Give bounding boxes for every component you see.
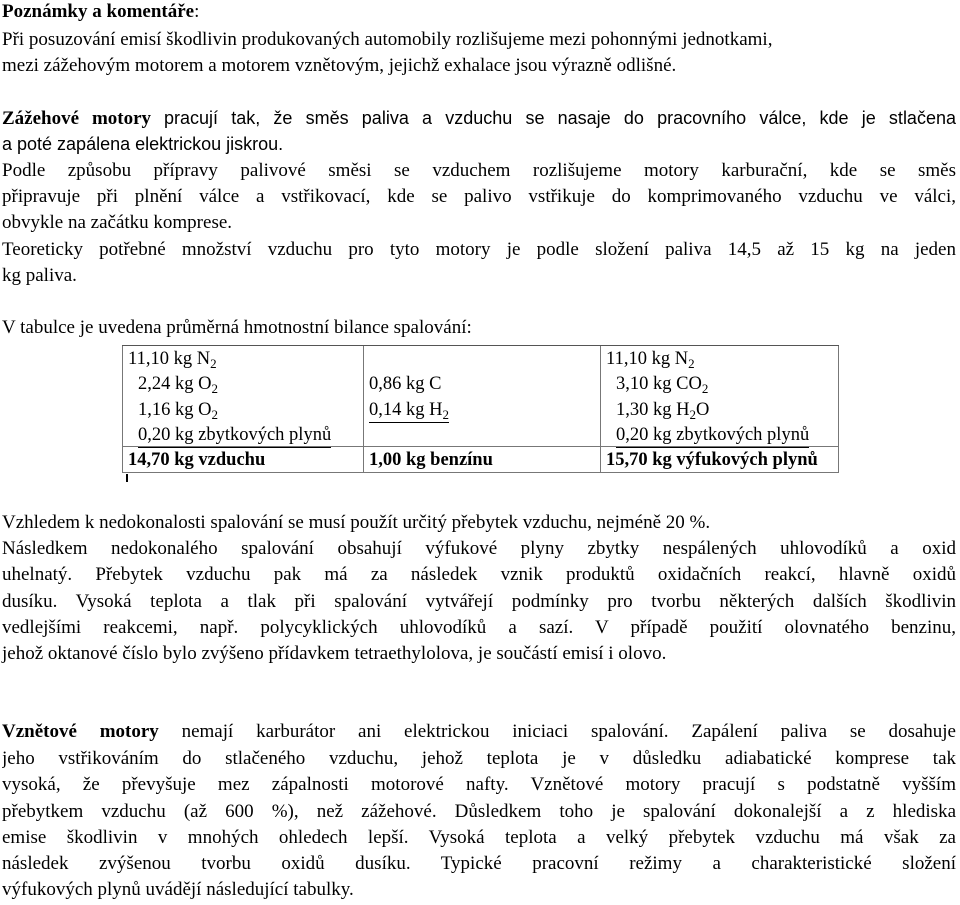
petrol-para-line-2: a poté zapálena elektrickou jiskrou.: [2, 134, 284, 154]
combustion-balance-table: [122, 345, 839, 473]
cell-fuel-c: 0,86 kg C: [369, 374, 442, 394]
diesel-line-4: přebytkem vzduchu (až 600 %), než zážehové. Důsledkem toho je spalování dokonalejší a z hlediska: [2, 801, 956, 822]
cell-air-o2-b-value: 1,16 kg O: [138, 400, 212, 420]
cell-air-n2-sub: 2: [210, 356, 217, 371]
cell-exhaust-n2: [606, 347, 695, 371]
cell-exhaust-n2-value: 11,10 kg N: [606, 349, 689, 369]
cell-air-total: 14,70 kg vzduchu: [128, 450, 266, 470]
cell-exhaust-residual: 0,20 kg zbytkových plynů: [616, 423, 809, 448]
petrol-para-line-1-rest: pracují tak, že směs paliva a vzduchu se nasaje do pracovního válce, kde je stlačena: [164, 108, 956, 128]
imperfect-line-6: jehož oktanové číslo bylo zvýšeno přídavkem tetraethylolova, je součástí emisí i olovo.: [2, 643, 667, 664]
table-corner-mark: [126, 474, 128, 482]
imperfect-line-1: Vzhledem k nedokonalosti spalování se musí použít určitý přebytek vzduchu, nejméně 20 %.: [2, 512, 711, 533]
cell-exhaust-total: 15,70 kg výfukových plynů: [606, 450, 818, 470]
cell-fuel-h2: [369, 398, 449, 423]
section-heading: [2, 0, 199, 25]
imperfect-line-4: dusíku. Vysoká teplota a tlak při spalování vytvářejí podmínky pro tvorbu některých dalších škodlivin: [2, 591, 956, 612]
cell-exhaust-h2o: [616, 398, 709, 422]
diesel-line-3: vysoká, že převyšuje mez zápalnosti motorové nafty. Vznětové motory pracují s podstatně vyšším: [2, 774, 956, 795]
petrol-para-line-1: [2, 105, 956, 131]
cell-exhaust-co2: [616, 372, 708, 396]
diesel-line-7: výfukových plynů uvádějí následující tabulky.: [2, 879, 354, 900]
petrol-para2-line-2: připravuje při plnění válce a vstřikovací, kde se palivo vstřikuje do komprimovaného vzduchu ve válci,: [2, 186, 956, 207]
cell-exhaust-h2o-sub: 2: [689, 407, 696, 422]
cell-air-n2: [128, 347, 217, 371]
petrol-para3-line-2: kg paliva.: [2, 265, 77, 286]
cell-exhaust-co2-value: 3,10 kg CO: [616, 374, 702, 394]
heading-text: Poznámky a komentáře: [2, 1, 195, 22]
diesel-line-5: emise škodlivin v mnohých ohledech lepší. Vysoká teplota a velký přebytek vzduchu má však za: [2, 827, 956, 848]
cell-air-o2-b-sub: 2: [211, 407, 218, 422]
cell-exhaust-co2-sub: 2: [701, 381, 709, 396]
imperfect-line-5: vedlejšími reakcemi, např. polycyklických uhlovodíků a sazí. V případě použití olovnatého benzinu,: [2, 617, 956, 638]
table-intro: V tabulce je uvedena průměrná hmotnostní bilance spalování:: [2, 317, 472, 338]
imperfect-line-2: Následkem nedokonalého spalování obsahují výfukové plyny zbytky nespálených uhlovodíků a oxid: [2, 538, 956, 559]
cell-exhaust-h2o-tail: O: [696, 400, 710, 420]
cell-air-o2-a-sub: 2: [211, 381, 218, 396]
cell-exhaust-h2o-value: 1,30 kg H: [616, 400, 690, 420]
table-border-left: [122, 346, 123, 473]
cell-air-residual: 0,20 kg zbytkových plynů: [138, 423, 331, 448]
cell-air-o2-a-value: 2,24 kg O: [138, 374, 212, 394]
cell-fuel-total: 1,00 kg benzínu: [369, 450, 493, 470]
petrol-para3-line-1: Teoreticky potřebné množství vzduchu pro tyto motory je podle složení paliva 14,5 až 15 kg na jeden: [2, 239, 956, 260]
diesel-line-1: [2, 719, 956, 745]
intro-line-2: mezi zážehovým motorem a motorem vznětovým, jejichž exhalace jsou výrazně odlišné.: [2, 55, 677, 76]
imperfect-line-3: uhelnatý. Přebytek vzduchu pak má za následek vznik produktů oxidačních reakcí, hlavně oxidů: [2, 564, 956, 585]
petrol-para2-line-1: Podle způsobu přípravy palivové směsi se vzduchem rozlišujeme motory karburační, kde se směs: [2, 160, 956, 181]
diesel-line-2: jeho vstřikováním do stlačeného vzduchu, jehož teplota je v důsledku adiabatické komprese tak: [2, 748, 956, 769]
petrol-para2-line-3: obvykle na začátku komprese.: [2, 212, 233, 233]
table-border-bottom: [122, 472, 839, 473]
diesel-term: Vznětové motory: [2, 721, 159, 742]
diesel-line-6: následek zvýšenou tvorbu oxidů dusíku. Typické pracovní režimy a charakteristické složení: [2, 853, 956, 874]
table-divider-1: [363, 346, 364, 473]
cell-air-o2-a: [138, 372, 218, 396]
table-divider-2: [600, 346, 601, 473]
cell-air-n2-value: 11,10 kg N: [128, 349, 211, 369]
cell-fuel-h2-value: 0,14 kg H: [369, 400, 443, 420]
table-border-right: [838, 346, 839, 473]
intro-line-1: Při posuzování emisí škodlivin produkovaných automobily rozlišujeme mezi pohonnými jednotkami,: [2, 29, 773, 50]
cell-exhaust-n2-sub: 2: [688, 356, 695, 371]
cell-fuel-h2-sub: 2: [442, 407, 449, 422]
petrol-term: Zážehové motory: [2, 108, 152, 129]
cell-air-o2-b: [138, 398, 218, 422]
diesel-line-1-rest: nemají karburátor ani elektrickou iniciaci spalování. Zapálení paliva se dosahuje: [181, 721, 956, 742]
heading-colon: :: [194, 1, 200, 22]
